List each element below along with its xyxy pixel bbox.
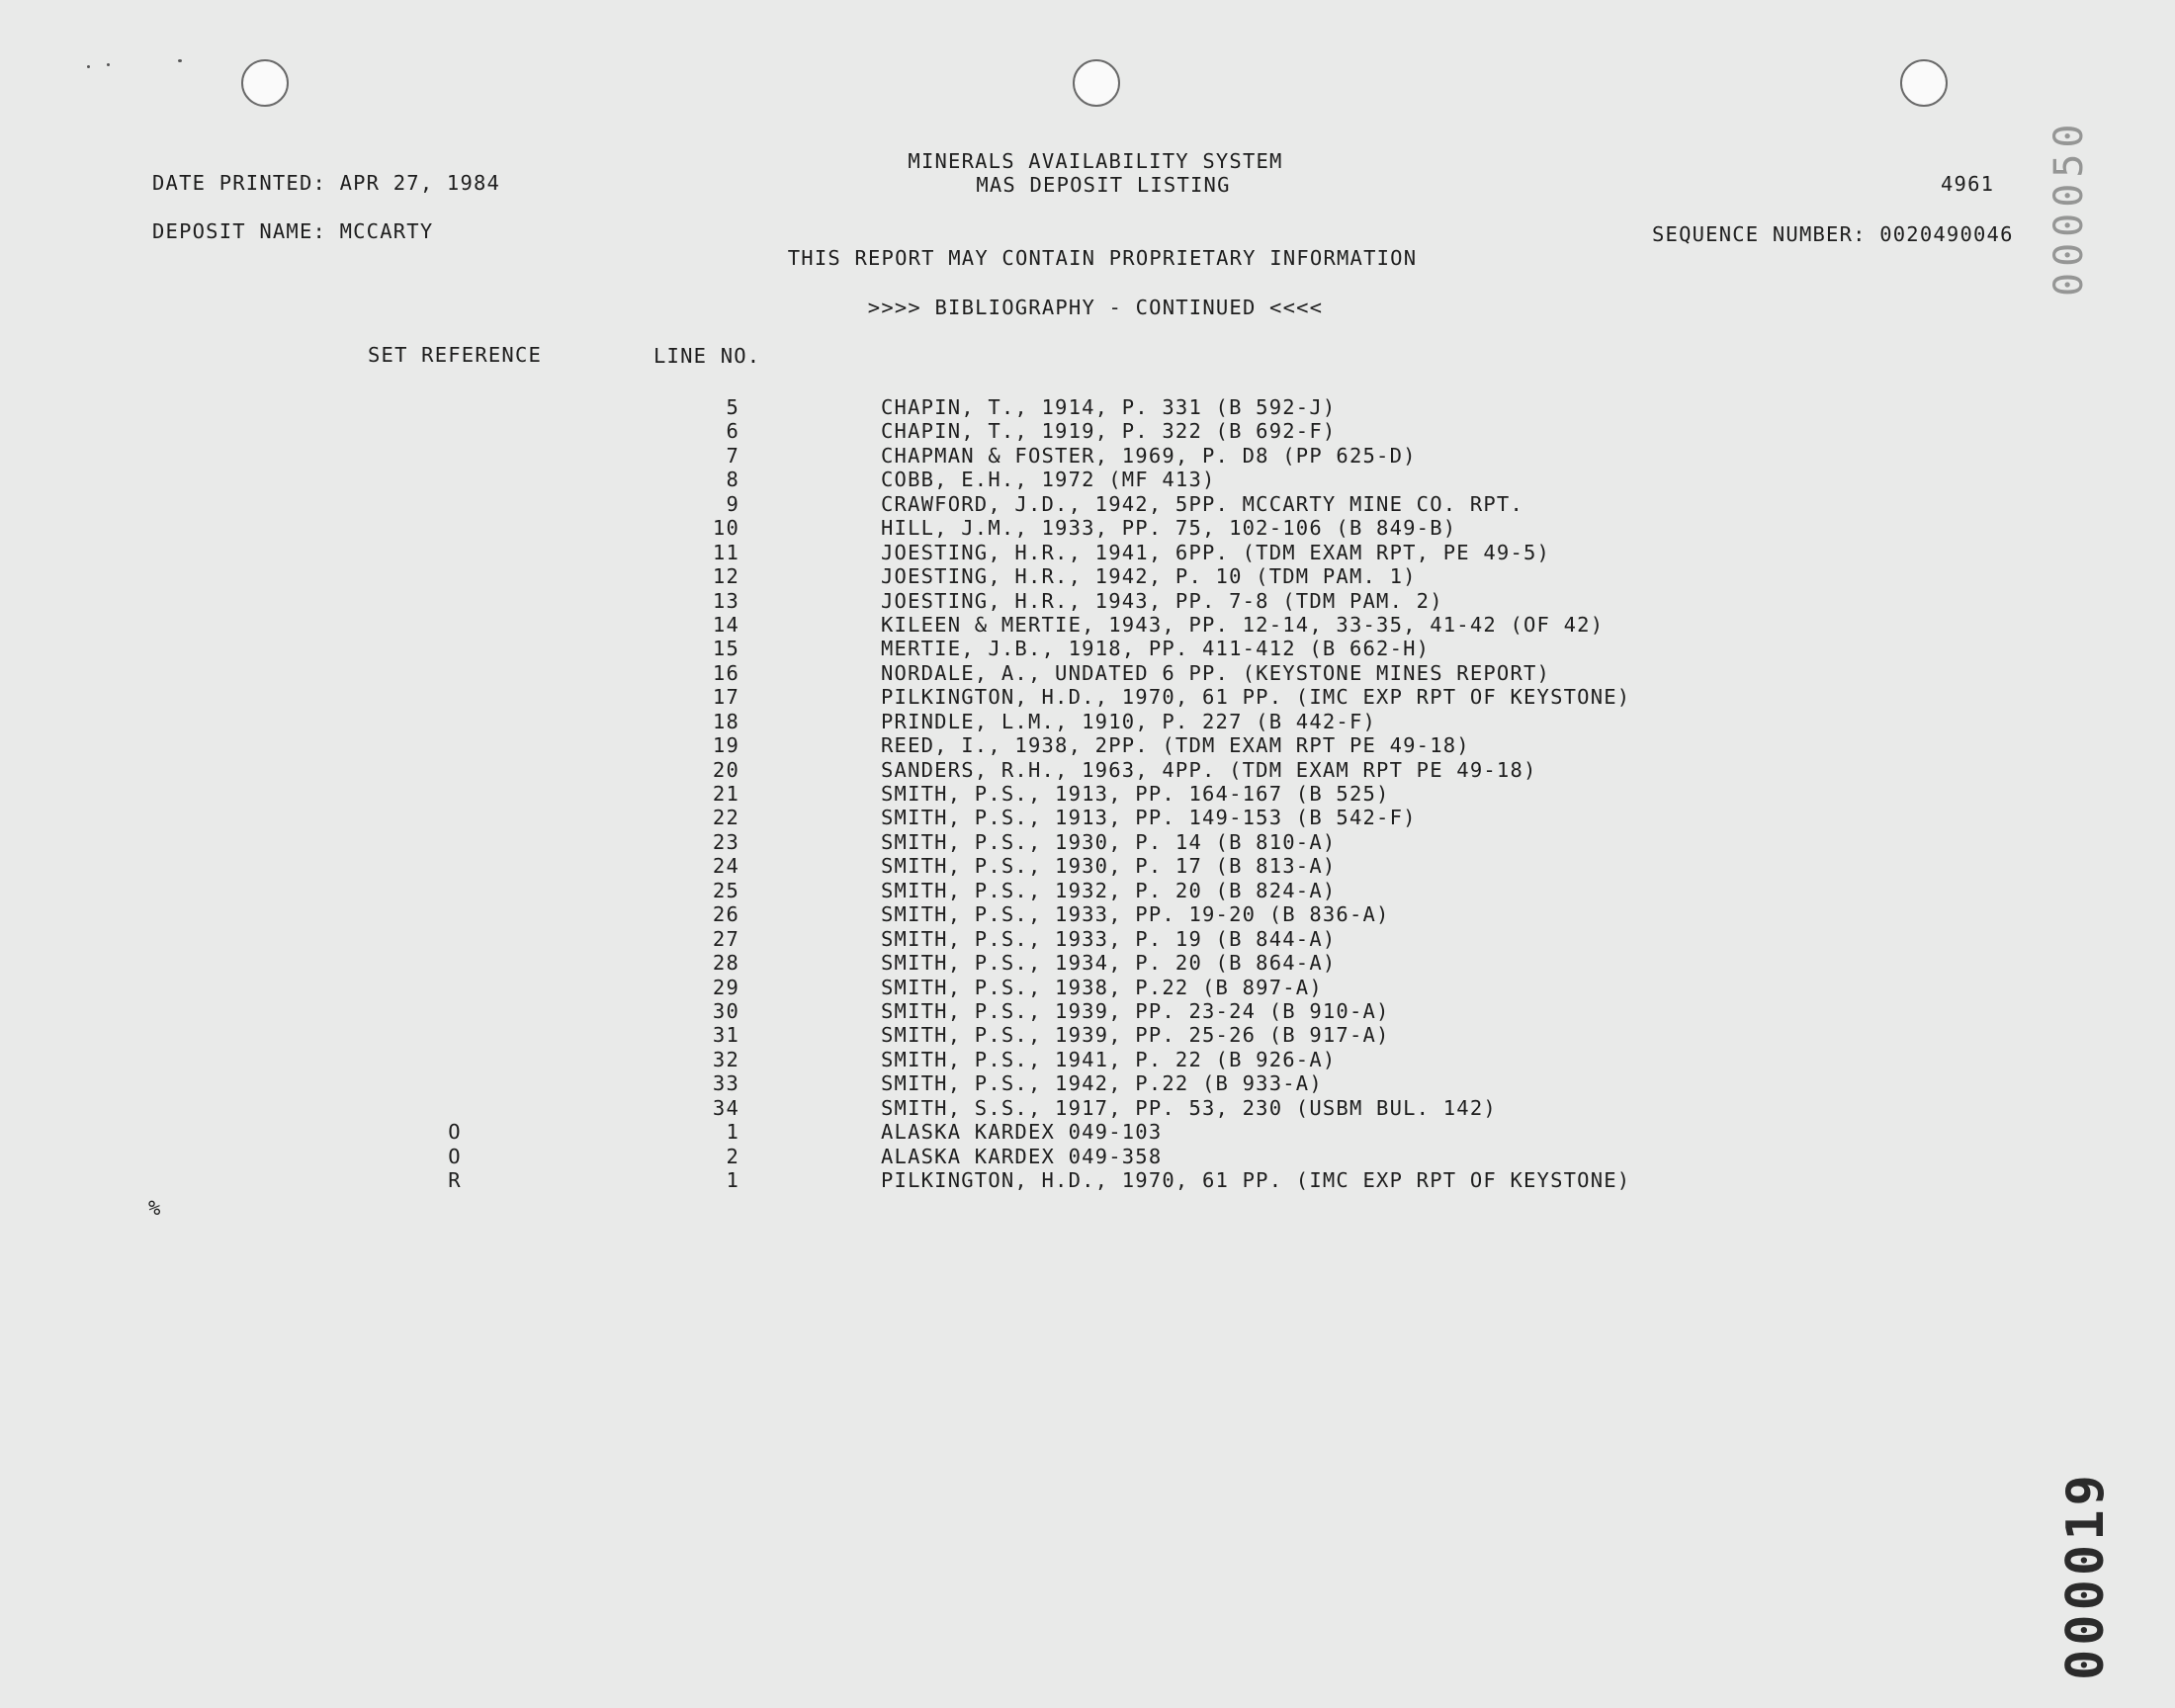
citation-cell: CHAPMAN & FOSTER, 1969, P. D8 (PP 625-D) xyxy=(881,443,1417,468)
bibliography-row xyxy=(0,806,2175,829)
line-number-cell: 28 xyxy=(712,951,740,976)
line-number-cell: 5 xyxy=(726,395,740,419)
citation-cell: COBB, E.H., 1972 (MF 413) xyxy=(881,468,1216,492)
bibliography-row xyxy=(0,902,2175,926)
bibliography-row xyxy=(0,541,2175,564)
citation-cell: JOESTING, H.R., 1941, 6PP. (TDM EXAM RPT, PE 49-5) xyxy=(881,540,1551,564)
citation-cell: SMITH, P.S., 1939, PP. 23-24 (B 910-A) xyxy=(881,998,1390,1023)
page-code: 4961 xyxy=(1941,172,1995,196)
bibliography-row xyxy=(0,468,2175,491)
citation-cell: HILL, J.M., 1933, PP. 75, 102-106 (B 849-B) xyxy=(881,516,1457,541)
line-number-cell: 11 xyxy=(712,540,740,564)
citation-cell: SMITH, P.S., 1930, P. 17 (B 813-A) xyxy=(881,854,1337,879)
bibliography-row xyxy=(0,1071,2175,1095)
deposit-name: DEPOSIT NAME: MCCARTY xyxy=(152,219,434,243)
line-number-cell: 12 xyxy=(712,564,740,589)
citation-cell: SANDERS, R.H., 1963, 4PP. (TDM EXAM RPT PE 49-18) xyxy=(881,757,1537,782)
line-number-cell: 26 xyxy=(712,902,740,927)
bibliography-row xyxy=(0,564,2175,588)
bibliography-row xyxy=(0,444,2175,468)
line-number-cell: 17 xyxy=(712,685,740,710)
citation-cell: SMITH, P.S., 1934, P. 20 (B 864-A) xyxy=(881,951,1337,976)
line-number-cell: 19 xyxy=(712,733,740,758)
bibliography-row xyxy=(0,589,2175,613)
citation-cell: CRAWFORD, J.D., 1942, 5PP. MCCARTY MINE CO. RPT. xyxy=(881,491,1524,516)
proprietary-notice: THIS REPORT MAY CONTAIN PROPRIETARY INFORMATION xyxy=(787,246,1418,270)
line-number-cell: 2 xyxy=(726,1144,740,1168)
line-number-cell: 9 xyxy=(726,491,740,516)
line-number-cell: 6 xyxy=(726,419,740,444)
citation-cell: SMITH, P.S., 1933, P. 19 (B 844-A) xyxy=(881,926,1337,951)
line-number-cell: 24 xyxy=(712,854,740,879)
line-number-cell: 7 xyxy=(726,443,740,468)
line-number-cell: 29 xyxy=(712,975,740,999)
citation-cell: ALASKA KARDEX 049-358 xyxy=(881,1144,1163,1168)
line-number-cell: 30 xyxy=(712,998,740,1023)
section-title: >>>> BIBLIOGRAPHY - CONTINUED <<<< xyxy=(867,296,1324,319)
bibliography-row xyxy=(0,637,2175,660)
line-number-cell: 32 xyxy=(712,1047,740,1071)
line-number-cell: 23 xyxy=(712,829,740,854)
bibliography-row xyxy=(0,613,2175,637)
bibliography-row xyxy=(0,951,2175,975)
citation-cell: CHAPIN, T., 1914, P. 331 (B 592-J) xyxy=(881,395,1337,419)
citation-cell: NORDALE, A., UNDATED 6 PP. (KEYSTONE MINES REPORT) xyxy=(881,660,1551,685)
citation-cell: SMITH, P.S., 1942, P.22 (B 933-A) xyxy=(881,1071,1323,1096)
line-number-cell: 25 xyxy=(712,878,740,902)
punch-hole-center xyxy=(1073,59,1120,107)
system-title: MINERALS AVAILABILITY SYSTEM xyxy=(908,149,1283,173)
sequence-number: SEQUENCE NUMBER: 0020490046 xyxy=(1652,222,2014,246)
bibliography-row xyxy=(0,976,2175,999)
citation-cell: JOESTING, H.R., 1943, PP. 7-8 (TDM PAM. 2) xyxy=(881,588,1443,613)
page-stamp-top: 000050 xyxy=(2046,118,2092,297)
citation-cell: REED, I., 1938, 2PP. (TDM EXAM RPT PE 49-18) xyxy=(881,733,1470,758)
citation-cell: KILEEN & MERTIE, 1943, PP. 12-14, 33-35, 41-42 (OF 42) xyxy=(881,612,1605,637)
listing-title: MAS DEPOSIT LISTING xyxy=(976,173,1231,197)
bibliography-row xyxy=(0,710,2175,733)
line-number-cell: 31 xyxy=(712,1023,740,1048)
citation-cell: SMITH, P.S., 1933, PP. 19-20 (B 836-A) xyxy=(881,902,1390,927)
speck xyxy=(178,59,182,62)
bibliography-row xyxy=(0,661,2175,685)
page-stamp-bottom: 000019 xyxy=(2056,1471,2116,1680)
bibliography-row xyxy=(0,1145,2175,1168)
bibliography-row xyxy=(0,927,2175,951)
column-header-line-no: LINE NO. xyxy=(653,344,761,368)
bibliography-row xyxy=(0,419,2175,443)
citation-cell: SMITH, P.S., 1913, PP. 149-153 (B 542-F) xyxy=(881,806,1417,830)
bibliography-row xyxy=(0,516,2175,540)
bibliography-row xyxy=(0,492,2175,516)
line-number-cell: 33 xyxy=(712,1071,740,1096)
citation-cell: SMITH, P.S., 1930, P. 14 (B 810-A) xyxy=(881,829,1337,854)
bibliography-row xyxy=(0,758,2175,782)
bibliography-row xyxy=(0,854,2175,878)
bibliography-row xyxy=(0,782,2175,806)
citation-cell: MERTIE, J.B., 1918, PP. 411-412 (B 662-H) xyxy=(881,637,1431,661)
citation-cell: SMITH, P.S., 1913, PP. 164-167 (B 525) xyxy=(881,782,1390,806)
bibliography-row xyxy=(0,395,2175,419)
line-number-cell: 22 xyxy=(712,806,740,830)
citation-cell: SMITH, P.S., 1932, P. 20 (B 824-A) xyxy=(881,878,1337,902)
citation-cell: SMITH, P.S., 1941, P. 22 (B 926-A) xyxy=(881,1047,1337,1071)
bibliography-row xyxy=(0,1120,2175,1144)
set-reference-cell: R xyxy=(448,1168,462,1192)
line-number-cell: 16 xyxy=(712,660,740,685)
line-number-cell: 14 xyxy=(712,612,740,637)
punch-hole-right xyxy=(1900,59,1948,107)
citation-cell: PRINDLE, L.M., 1910, P. 227 (B 442-F) xyxy=(881,709,1377,733)
bibliography-row xyxy=(0,685,2175,709)
citation-cell: PILKINGTON, H.D., 1970, 61 PP. (IMC EXP RPT OF KEYSTONE) xyxy=(881,1168,1631,1192)
bibliography-row xyxy=(0,733,2175,757)
bibliography-row xyxy=(0,830,2175,854)
bibliography-row xyxy=(0,1168,2175,1192)
line-number-cell: 13 xyxy=(712,588,740,613)
citation-cell: PILKINGTON, H.D., 1970, 61 PP. (IMC EXP RPT OF KEYSTONE) xyxy=(881,685,1631,710)
bibliography-row xyxy=(0,1048,2175,1071)
column-header-set-reference: SET REFERENCE xyxy=(368,343,543,367)
line-number-cell: 20 xyxy=(712,757,740,782)
punch-hole-left xyxy=(241,59,289,107)
set-reference-cell: O xyxy=(448,1144,462,1168)
citation-cell: SMITH, S.S., 1917, PP. 53, 230 (USBM BUL. 142) xyxy=(881,1095,1497,1120)
citation-cell: SMITH, P.S., 1939, PP. 25-26 (B 917-A) xyxy=(881,1023,1390,1048)
line-number-cell: 21 xyxy=(712,782,740,806)
set-reference-cell: O xyxy=(448,1120,462,1145)
line-number-cell: 15 xyxy=(712,637,740,661)
bibliography-row xyxy=(0,1023,2175,1047)
line-number-cell: 10 xyxy=(712,516,740,541)
citation-cell: CHAPIN, T., 1919, P. 322 (B 692-F) xyxy=(881,419,1337,444)
speck xyxy=(87,65,90,68)
line-number-cell: 8 xyxy=(726,468,740,492)
citation-cell: JOESTING, H.R., 1942, P. 10 (TDM PAM. 1) xyxy=(881,564,1417,589)
bibliography-row xyxy=(0,879,2175,902)
citation-cell: SMITH, P.S., 1938, P.22 (B 897-A) xyxy=(881,975,1323,999)
line-number-cell: 18 xyxy=(712,709,740,733)
end-marker: % xyxy=(148,1196,162,1220)
bibliography-row xyxy=(0,999,2175,1023)
line-number-cell: 34 xyxy=(712,1095,740,1120)
bibliography-list xyxy=(0,395,2175,1192)
date-printed: DATE PRINTED: APR 27, 1984 xyxy=(152,171,501,195)
citation-cell: ALASKA KARDEX 049-103 xyxy=(881,1120,1163,1145)
line-number-cell: 1 xyxy=(726,1120,740,1145)
bibliography-row xyxy=(0,1096,2175,1120)
line-number-cell: 1 xyxy=(726,1168,740,1192)
speck xyxy=(107,63,110,66)
line-number-cell: 27 xyxy=(712,926,740,951)
